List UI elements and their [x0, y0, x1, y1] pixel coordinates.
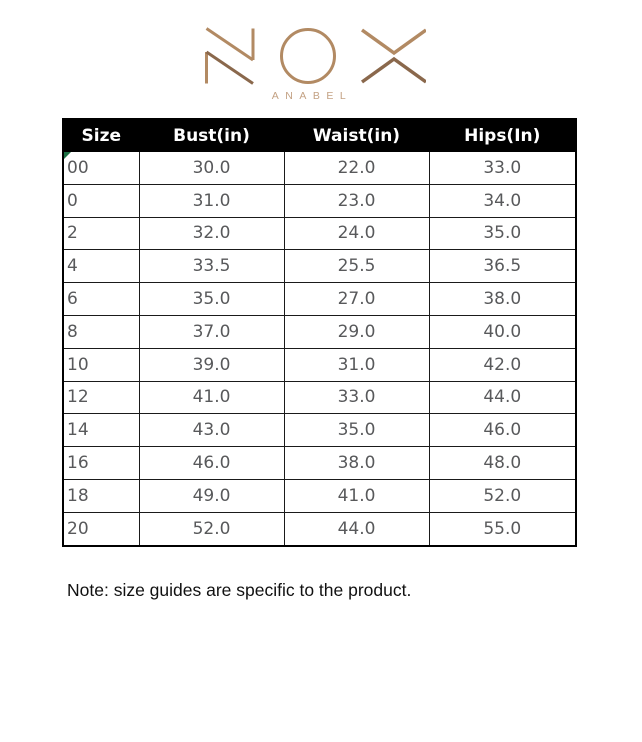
table-cell: 35.0 [429, 217, 576, 250]
table-row [63, 283, 576, 316]
table-cell: 20 [63, 512, 139, 545]
table-row [63, 184, 576, 217]
size-chart-table [62, 118, 577, 547]
table-cell: 27.0 [284, 283, 429, 316]
table-row [63, 479, 576, 512]
table-cell: 38.0 [429, 283, 576, 316]
table-cell: 46.0 [139, 447, 284, 480]
table-cell: 41.0 [284, 479, 429, 512]
table-cell: 55.0 [429, 512, 576, 545]
table-header-row [63, 119, 576, 152]
table-cell: 44.0 [284, 512, 429, 545]
table-cell: 18 [63, 479, 139, 512]
table-cell: 42.0 [429, 348, 576, 381]
table-cell: 41.0 [139, 381, 284, 414]
table-cell: 16 [63, 447, 139, 480]
column-header-bust: Bust(in) [139, 119, 284, 152]
table-cell: 14 [63, 414, 139, 447]
table-cell: 36.5 [429, 250, 576, 283]
table-cell: 37.0 [139, 315, 284, 348]
table-cell: 4 [63, 250, 139, 283]
table-row [63, 381, 576, 414]
table-cell: 49.0 [139, 479, 284, 512]
nox-logo-icon [204, 27, 426, 85]
table-cell: 2 [63, 217, 139, 250]
table-cell: 40.0 [429, 315, 576, 348]
brand-subname: ANABEL [271, 90, 353, 102]
logo-letter-n [207, 29, 254, 84]
table-cell: 35.0 [139, 283, 284, 316]
table-body [63, 152, 576, 546]
column-header-size: Size [63, 119, 139, 152]
brand-logo [204, 27, 426, 102]
table-cell: 52.0 [139, 512, 284, 545]
table-row [63, 348, 576, 381]
table-cell: 29.0 [284, 315, 429, 348]
table-row [63, 414, 576, 447]
column-header-hips: Hips(In) [429, 119, 576, 152]
table-cell: 0 [63, 184, 139, 217]
table-cell: 6 [63, 283, 139, 316]
table-cell: 25.5 [284, 250, 429, 283]
excel-comment-flag-icon [64, 152, 71, 159]
table-row [63, 250, 576, 283]
table-cell: 23.0 [284, 184, 429, 217]
table-cell: 31.0 [139, 184, 284, 217]
logo-letter-x [362, 30, 426, 82]
note-text: Note: size guides are specific to the product. [67, 580, 412, 600]
table-cell: 52.0 [429, 479, 576, 512]
table-cell: 35.0 [284, 414, 429, 447]
table-cell: 10 [63, 348, 139, 381]
table-cell: 33.5 [139, 250, 284, 283]
table-row [63, 512, 576, 545]
table-cell: 12 [63, 381, 139, 414]
table-cell: 46.0 [429, 414, 576, 447]
table-cell: 39.0 [139, 348, 284, 381]
table-row [63, 447, 576, 480]
table-cell: 31.0 [284, 348, 429, 381]
column-header-waist: Waist(in) [284, 119, 429, 152]
table-cell: 34.0 [429, 184, 576, 217]
table-cell: 44.0 [429, 381, 576, 414]
table-cell: 22.0 [284, 152, 429, 185]
table-cell: 48.0 [429, 447, 576, 480]
logo-letter-o [282, 30, 335, 83]
table-row [63, 217, 576, 250]
table-cell: 24.0 [284, 217, 429, 250]
table-cell: 32.0 [139, 217, 284, 250]
table-cell: 8 [63, 315, 139, 348]
table-row [63, 152, 576, 185]
table-cell: 33.0 [284, 381, 429, 414]
table-cell: 38.0 [284, 447, 429, 480]
table-row [63, 315, 576, 348]
table-cell: 30.0 [139, 152, 284, 185]
table-cell: 00 [63, 152, 139, 185]
table-cell: 33.0 [429, 152, 576, 185]
table-cell: 43.0 [139, 414, 284, 447]
